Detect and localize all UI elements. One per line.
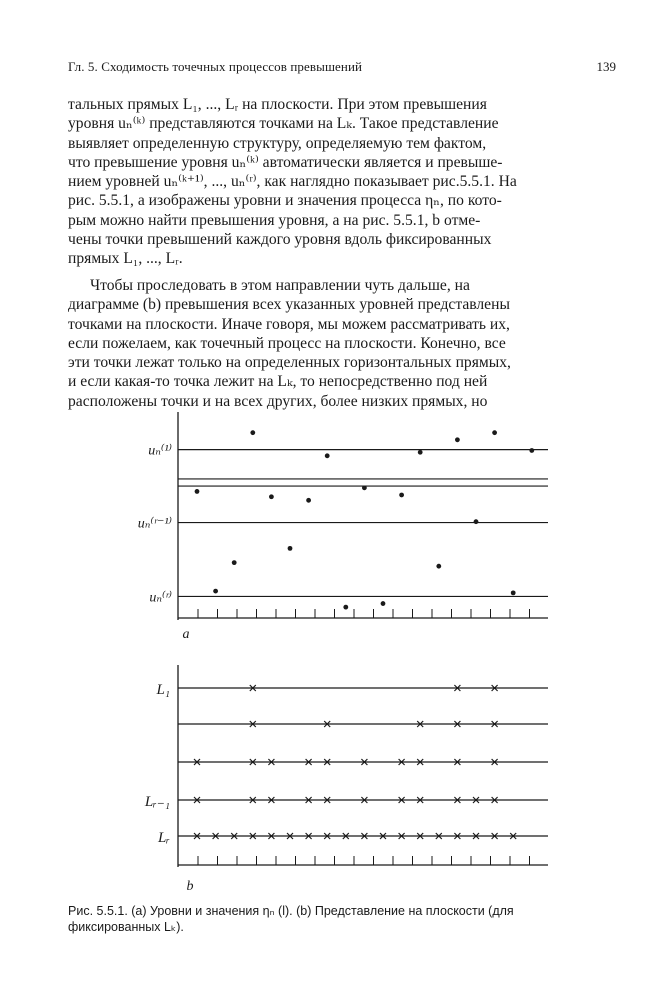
text-line: прямых L₁, ..., Lᵣ. xyxy=(68,250,183,268)
data-point xyxy=(250,430,255,435)
data-point xyxy=(455,437,460,442)
data-point xyxy=(529,448,534,453)
text-line: тальных прямых L₁, ..., Lᵣ на плоскости. При этом превышения xyxy=(68,96,487,113)
data-point xyxy=(418,450,423,455)
data-point xyxy=(195,489,200,494)
text-line: и если какая-то точка лежит на Lₖ, то непосредственно под ней xyxy=(68,373,488,391)
page-number: 139 xyxy=(596,59,616,74)
data-point xyxy=(306,498,311,503)
level-label: uₙ⁽ʳ⁾ xyxy=(149,590,172,606)
panel-a-label: a xyxy=(182,627,190,642)
text-line: эти точки лежат только на определенных горизонтальных прямых, xyxy=(68,354,511,372)
data-point xyxy=(511,590,516,595)
text-line: выявляет определенную структуру, определяемую тем фактом, xyxy=(68,134,487,152)
paragraph-2 xyxy=(68,276,616,411)
data-point xyxy=(474,519,479,524)
data-point xyxy=(325,453,330,458)
text-line: диаграмме (b) превышения всех указанных уровней представлены xyxy=(68,296,510,314)
text-line: Чтобы проследовать в этом направлении чуть дальше, на xyxy=(90,277,470,294)
data-point xyxy=(269,494,274,499)
text-line: что превышение уровня uₙ⁽ᵏ⁾ автоматически является и превыше- xyxy=(68,153,503,171)
running-header xyxy=(68,59,616,77)
panel-b-label: b xyxy=(186,879,194,894)
figure-5-5-1 xyxy=(0,400,670,895)
line-label: L₁ xyxy=(156,682,170,698)
data-point xyxy=(362,485,367,490)
data-point xyxy=(492,430,497,435)
data-point xyxy=(399,493,404,498)
text-line: нием уровней uₙ⁽ᵏ⁺¹⁾, ..., uₙ⁽ʳ⁾, как наглядно показывает рис.5.5.1. На xyxy=(68,173,517,191)
text-line: уровня uₙ⁽ᵏ⁾ представляются точками на Lₖ. Такое представление xyxy=(68,115,499,133)
caption-line: фиксированных Lₖ). xyxy=(68,920,184,934)
caption-line: Рис. 5.5.1. (a) Уровни и значения ηₙ (l). (b) Представление на плоскости (для xyxy=(68,904,514,918)
data-point xyxy=(232,560,237,565)
data-point xyxy=(436,564,441,569)
text-line: расположены точки и на всех других, более низких прямых, но xyxy=(68,392,488,410)
paragraph-1 xyxy=(68,95,616,269)
text-line: рис. 5.5.1, a изображены уровни и значения процесса ηₙ, по кото- xyxy=(68,192,502,210)
text-line: если пожелаем, как точечный процесс на плоскости. Конечно, все xyxy=(68,334,506,352)
text-line: точками на плоскости. Иначе говоря, мы можем рассматривать их, xyxy=(68,315,510,333)
data-point xyxy=(288,546,293,551)
data-point xyxy=(213,589,218,594)
text-line: рым можно найти превышения уровня, а на рис. 5.5.1, b отме- xyxy=(68,211,481,229)
text-line: чены точки превышений каждого уровня вдоль фиксированных xyxy=(68,231,492,249)
chapter-title: Гл. 5. Сходимость точечных процессов превышений xyxy=(68,59,363,74)
data-point xyxy=(381,601,386,606)
data-point xyxy=(343,605,348,610)
figure-caption xyxy=(68,903,616,935)
line-label: Lᵣ xyxy=(157,830,170,846)
level-label: uₙ⁽¹⁾ xyxy=(148,443,172,459)
line-label: Lᵣ₋₁ xyxy=(144,794,170,810)
level-label: uₙ⁽ʳ⁻¹⁾ xyxy=(137,516,172,532)
